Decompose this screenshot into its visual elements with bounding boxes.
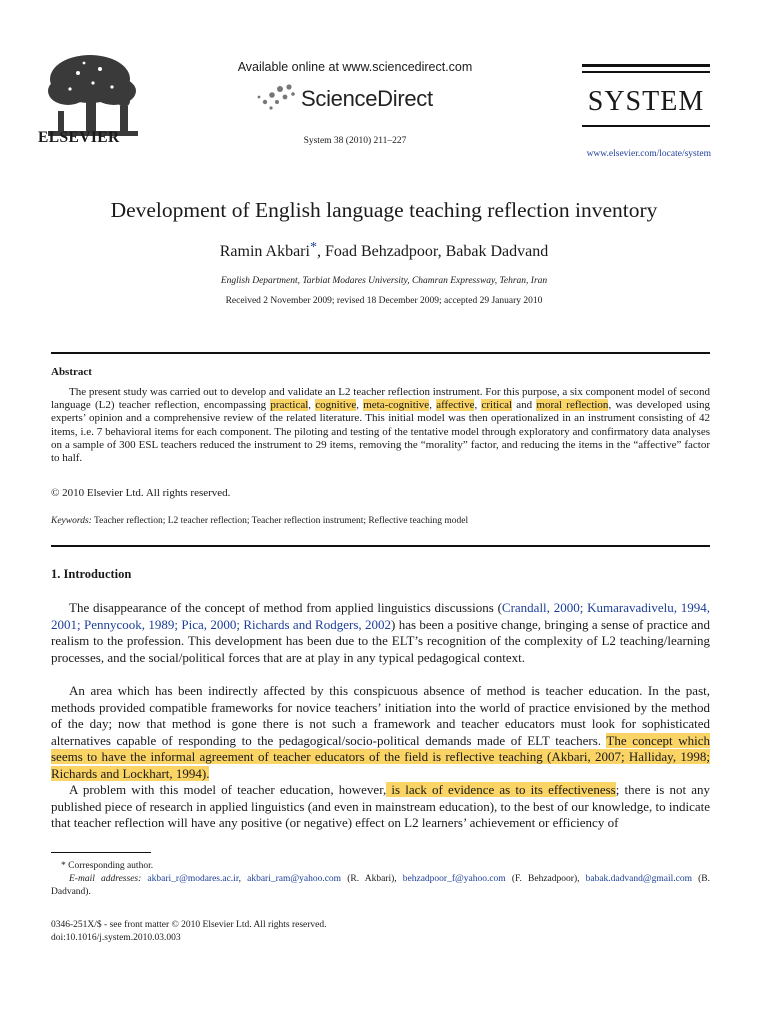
body-paragraph [51,600,710,666]
doi-line: doi:10.1016/j.system.2010.03.003 [51,933,181,943]
email-link[interactable]: akbari_r@modares.ac.ir [147,874,239,884]
body-text: The disappearance of the concept of method from applied linguistics discussions ( [69,600,502,615]
body-text: An area which has been indirectly affected by this conspicuous absence of method is teacher education. In the past, methods provided compatible frameworks for novice teachers’ initiation into the world of practice envisioned by the method of the day; now that method is gone there is not such a framework and teacher educators must look for sophisticated alternatives capable of responding to the pedagogical/socio-political demands made of ELT teachers. [51,683,710,748]
email-addresses [51,873,710,899]
keywords-list: Teacher reflection; L2 teacher reflection; Teacher reflection instrument; Reflective teaching model [91,516,469,526]
section-heading: 1. Introduction [51,567,132,581]
abstract-text: The present study was carried out to develop and validate an L2 teacher reflection instrument. For this purpose, a six component model of second language (L2) teacher reflection, encompassing [51,386,710,412]
body-paragraph [51,782,710,832]
highlight: The concept which seems to have the informal agreement of teacher educators of the field is reflective teaching (Akbari, 2007; Halliday, 1998; Richards and Lockhart, 1994). [51,732,710,781]
citation-link[interactable]: Crandall, 2000; Kumaravadivelu, 1994, 2001; Pennycook, 1989; Pica, 2000; Richards and Rodgers, 2002 [51,600,711,632]
keywords [51,516,710,526]
abstract-top-rule [51,352,710,354]
footnote [51,860,710,899]
separator: , [238,874,248,884]
front-matter [51,919,710,945]
abstract-copyright: © 2010 Elsevier Ltd. All rights reserved. [51,487,231,499]
body-text: ; there is not any published piece of research in applied linguistics (and even in mainstream education), to the best of our knowledge, to indicate that teacher reflection will have any positive (or negative) effect on L2 learners’ achievement or efficiency of [51,782,710,831]
highlight: meta-cognitive [363,399,430,412]
elsevier-wordmark: ELSEVIER [38,129,120,146]
author-initials: (B. Dadvand). [51,874,710,897]
available-online-text: Available online at www.sciencedirect.com [237,60,473,74]
body-text: ) has been a positive change, bringing a sense of practice and realism to the profession. This development has been due to the ELT’s recognition of the complexity of L2 teaching/learning processes, and the social/political forces that are at play in any typical pedagogical context. [51,616,710,665]
email-link[interactable]: babak.dadvand@gmail.com [585,874,692,884]
email-link[interactable]: akbari_ram@yahoo.com [247,874,342,884]
journal-citation: System 38 (2010) 211–227 [303,136,407,146]
author-name: Ramin Akbari [219,243,310,260]
highlight: affective [436,399,475,412]
abstract-text: , [356,399,364,412]
email-link[interactable]: behzadpoor_f@yahoo.com [402,874,506,884]
journal-rule [582,125,710,127]
abstract-text: , [308,399,316,412]
author-names-rest: , Foad Behzadpoor, Babak Dadvand [316,243,549,260]
author-initials: (F. Behzadpoor), [505,874,586,884]
journal-rule [582,71,710,73]
body-paragraph [51,683,710,783]
abstract-bottom-rule [51,545,710,547]
author-initials: (R. Akbari), [341,874,403,884]
sciencedirect-wordmark: ScienceDirect [301,86,433,111]
corresponding-author-note: * Corresponding author. [61,861,154,871]
journal-rule [582,64,710,67]
issn-line: 0346-251X/$ - see front matter © 2010 Elsevier Ltd. All rights reserved. [51,920,327,930]
article-title: Development of English language teaching reflection inventory [110,198,658,222]
author-list [80,240,688,261]
abstract-text: , [429,399,437,412]
received-dates: Received 2 November 2009; revised 18 December 2009; accepted 29 January 2010 [225,296,543,306]
journal-url-link[interactable]: www.elsevier.com/locate/system [586,149,711,159]
keywords-label: Keywords: [51,516,92,526]
abstract-text: , was developed using experts’ opinion and a comprehensive review of the related literature. This initial model was then operationalized in an instrument consisting of 42 items, i.e. 7 behavioral items for each component. The piloting and testing of the tentative model through exploratory and confirmatory data analyses on a sample of 300 ESL teachers reduced the instrument to 29 items, removing the “morality” factor, and reducing the items in the “affective” factor to half. [51,399,711,465]
journal-name: SYSTEM [587,86,705,117]
footnote-rule [51,852,151,853]
abstract-heading: Abstract [51,366,92,378]
highlight: moral reflection [536,399,609,412]
highlight: cognitive [315,399,357,412]
highlight: practical [270,399,309,412]
highlight: is lack of evidence as to its effectiveness [386,782,616,797]
abstract-paragraph [51,386,710,465]
highlight: critical [481,399,513,412]
corresponding-author-link[interactable]: * [309,240,317,255]
body-text: A problem with this model of teacher education, however, [69,782,387,797]
email-label: E-mail addresses: [69,874,142,884]
abstract-text: and [512,399,537,412]
affiliation: English Department, Tarbiat Modares University, Chamran Expressway, Tehran, Iran [220,276,548,286]
abstract-text: , [474,399,482,412]
